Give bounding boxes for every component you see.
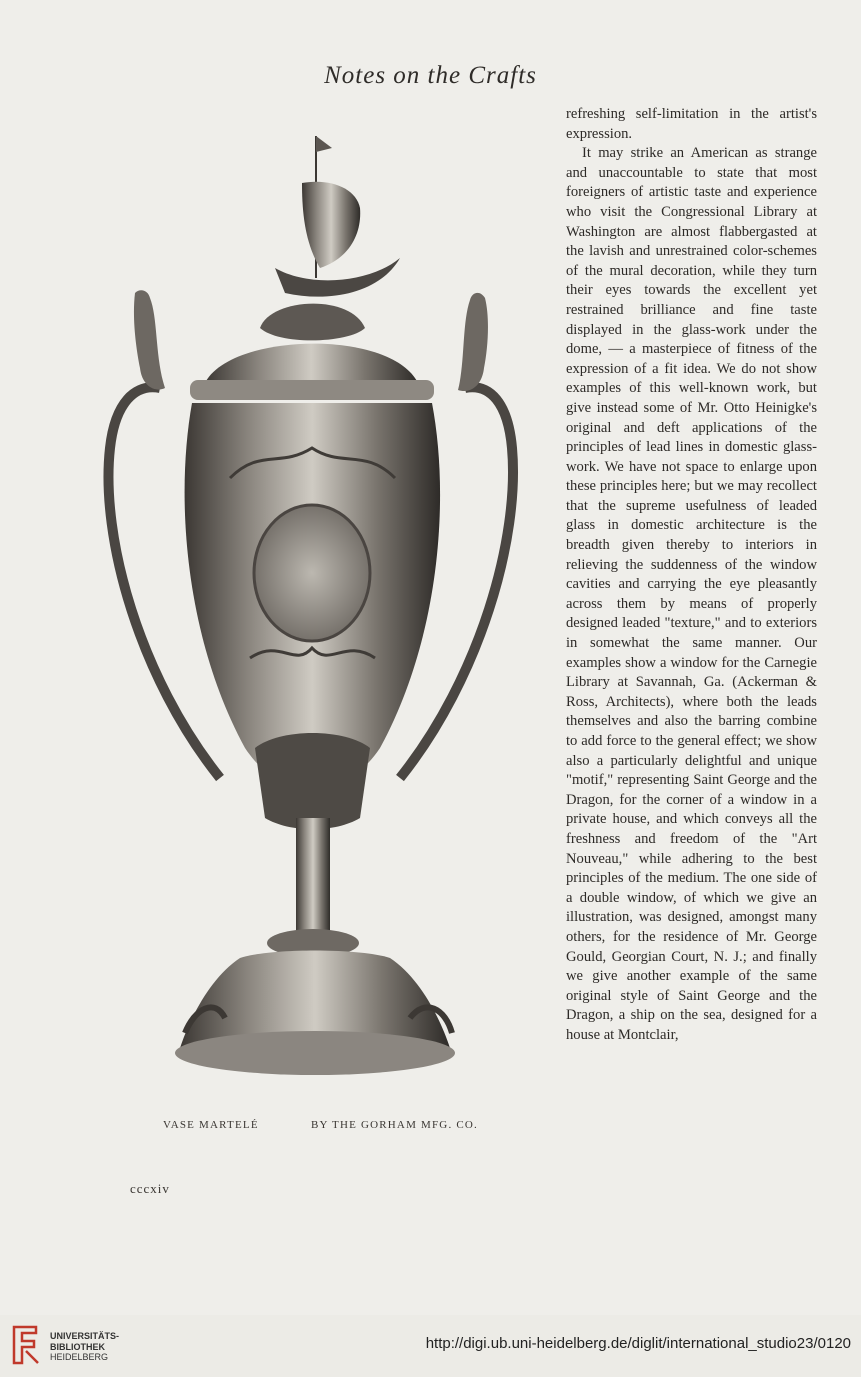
figure-caption-title: VASE MARTELÉ (163, 1119, 259, 1131)
institution-line: HEIDELBERG (50, 1352, 109, 1362)
viewer-footer (0, 1315, 861, 1377)
vase-illustration (80, 118, 540, 1108)
source-url-link[interactable]: http://digi.ub.uni-heidelberg.de/diglit/international_studio23/0120 (425, 1335, 851, 1352)
paragraph: refreshing self-limitation in the artist's expression. (566, 106, 817, 142)
institution-line: BIBLIOTHEK (50, 1341, 105, 1352)
left-figure (134, 290, 165, 389)
vase-stem (296, 818, 330, 938)
running-title: Notes on the Crafts (324, 62, 537, 89)
institution-line: UNIVERSITÄTS- (50, 1331, 120, 1341)
ship-sail (302, 182, 360, 268)
text-column (566, 105, 817, 1046)
collar-figures (255, 733, 370, 829)
library-logo-icon (10, 1323, 42, 1367)
lid-rim (190, 380, 434, 400)
lid-dome (205, 344, 418, 383)
ship-hull (275, 258, 400, 297)
paragraph: It may strike an American as strange and unaccountable to state that most foreigners of artistic taste and experience who visit the Congressional Library at Washington are almost flabbergasted at the lavish and unrestrained color-schemes of the mural decoration, while they turn their eyes towards the excellent yet restrained brilliance and fine taste displayed in the glass-work under the dome, — a masterpiece of fitness of the expression of a fit idea. We do not show examples of this well-known work, but give instead some of Mr. Otto Heinigke's original and deft applications of the principles of lead lines in domestic glass-work. We have not space to enlarge upon these principles here; but we may recollect that the supreme usefulness of leaded glass in domestic architecture is the breadth given thereby to interiors in relieving the suddenness of the window cavities and carrying the eye pleasantly across them by means of properly designed leaded "texture," and to exteriors in somewhat the same manner. Our examples show a window for the Carnegie Library at Savannah, Ga. (Ackerman & Ross, Architects), where both the leads themselves and also the barring combine to add force to the general effect; we show also a particularly delightful and unique "motif," representing Saint George and the Dragon, for the corner of a window in a private house, and which conveys all the freshness and freedom of the "Art Nouveau," while adhering to the best principles of the medium. The one side of a double window, of which we give an illustration, was designed, amongst many others, for the residence of Mr. George Gould, Georgian Court, N. J.; and finally we give another example of the same original style of Saint George and the Dragon, a ship on the sea, designed for a house at Montclair, (566, 145, 817, 1043)
right-figure (458, 293, 488, 391)
institution-name (50, 1331, 119, 1363)
page-number: cccxiv (130, 1181, 170, 1196)
figure-caption-maker: BY THE GORHAM MFG. CO. (311, 1119, 478, 1131)
lid-knop (260, 304, 365, 341)
blank-cartouche (254, 505, 370, 641)
